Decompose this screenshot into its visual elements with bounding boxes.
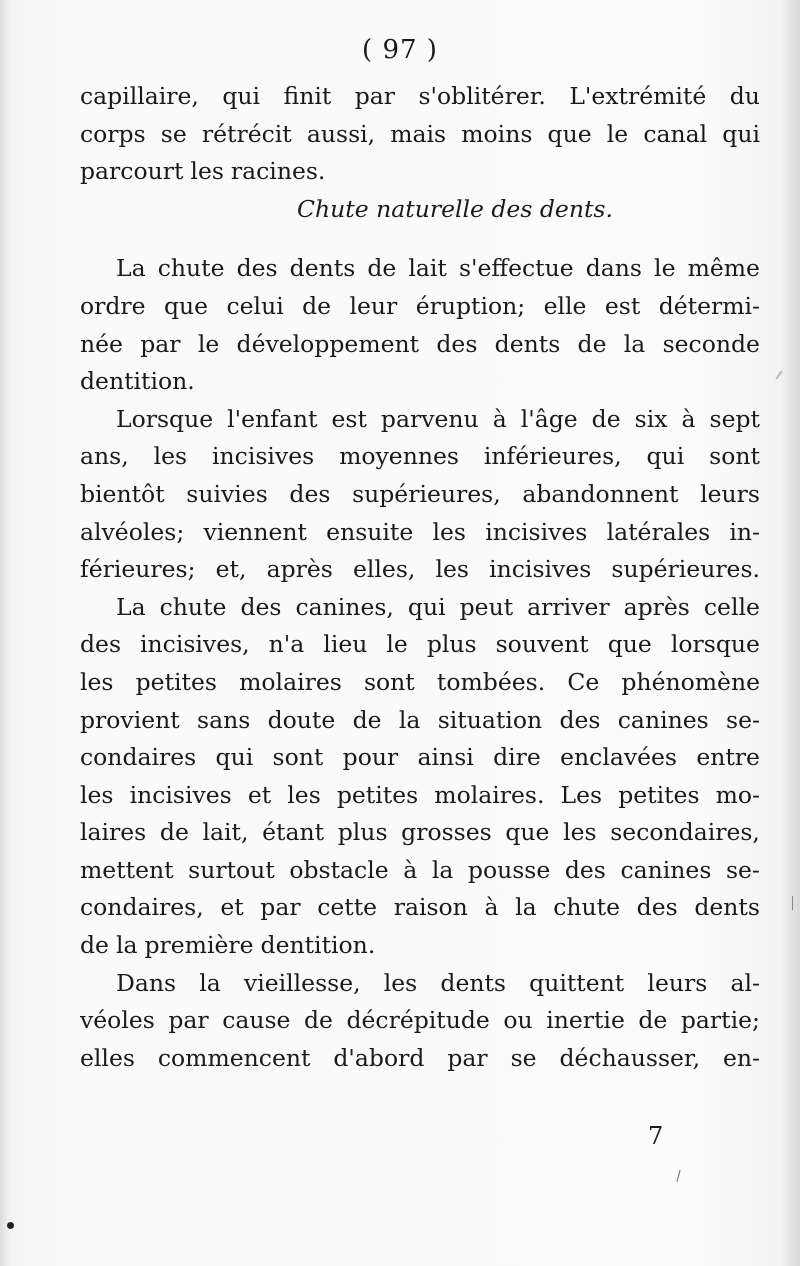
word: ou: [503, 1006, 533, 1035]
word: dents: [289, 254, 356, 283]
word: la: [515, 893, 537, 922]
word: se: [510, 1043, 537, 1072]
word: inertie: [546, 1006, 625, 1035]
word: parvenu: [380, 404, 479, 433]
word: incisives: [485, 517, 588, 546]
word: plus: [337, 818, 388, 847]
word: quittent: [529, 968, 625, 997]
word: de: [577, 329, 607, 358]
word: alvéoles;: [80, 517, 185, 546]
text-line: [80, 1040, 760, 1078]
word: corps: [80, 119, 146, 148]
word: des: [564, 855, 606, 884]
word: lait: [408, 254, 447, 283]
word: en-: [723, 1043, 760, 1072]
word: de: [159, 818, 189, 847]
word: par: [354, 82, 396, 110]
word: qui: [215, 743, 254, 772]
word: les: [563, 818, 597, 847]
word: le: [654, 254, 676, 283]
word: les: [80, 667, 114, 696]
word: la: [398, 705, 421, 734]
word: se: [160, 119, 187, 148]
word: arriver: [527, 592, 610, 621]
word: éruption;: [415, 291, 526, 320]
signature-mark: 7: [648, 1122, 664, 1150]
word: de: [352, 705, 382, 734]
text-line: [80, 927, 760, 965]
word: lieu: [323, 630, 368, 659]
word: incisives,: [140, 630, 250, 659]
text-line: [80, 777, 760, 815]
word: sont: [709, 442, 760, 471]
page-body: [80, 78, 760, 1077]
word: molaires: [239, 667, 342, 696]
word: canines,: [295, 592, 394, 621]
word: des: [289, 479, 331, 508]
word: supérieures.: [611, 555, 760, 584]
section-title: [80, 191, 760, 229]
word: commencent: [157, 1043, 311, 1072]
word: finit: [283, 82, 332, 110]
word: incisives: [129, 780, 232, 809]
word: capillaire,: [80, 82, 199, 110]
word: petites: [618, 780, 700, 809]
word: L'extrémité: [569, 82, 707, 110]
word: de: [367, 254, 397, 283]
word: qui: [222, 82, 261, 110]
word: les: [153, 442, 188, 471]
word: molaires.: [434, 780, 545, 809]
word: de: [591, 404, 621, 433]
word: du: [729, 82, 760, 110]
word: chute: [553, 893, 621, 922]
word: de: [80, 931, 109, 960]
text-line: [80, 153, 760, 191]
word: par: [168, 1006, 209, 1035]
word: racines.: [230, 157, 326, 186]
word: des: [636, 893, 678, 922]
word: la: [623, 329, 646, 358]
word: supérieures,: [352, 479, 501, 508]
word: surtout: [188, 855, 275, 884]
text-line: [80, 476, 760, 514]
word: peut: [459, 592, 514, 621]
word: tombées.: [436, 667, 546, 696]
word: se-: [725, 855, 760, 884]
word: leur: [349, 291, 398, 320]
word: sont: [272, 743, 324, 772]
word: bientôt: [80, 479, 165, 508]
word: des: [80, 630, 122, 659]
word: la: [431, 855, 454, 884]
text-line: [80, 589, 760, 627]
word: les: [383, 968, 418, 997]
word: l'enfant: [227, 404, 318, 433]
word: que: [547, 119, 592, 148]
word: elles,: [352, 555, 416, 584]
word: parcourt: [80, 157, 184, 186]
text-line: [80, 626, 760, 664]
word: par: [140, 329, 181, 358]
page-number: ( 97 ): [362, 35, 438, 65]
word: s'effectue: [458, 254, 574, 283]
word: développement: [236, 329, 420, 358]
word: déchausser,: [559, 1043, 701, 1072]
word: le: [386, 630, 408, 659]
word: canines: [617, 705, 709, 734]
word: dents: [694, 893, 760, 922]
word: pousse: [467, 855, 551, 884]
word: raison: [393, 893, 468, 922]
word: que: [163, 291, 209, 320]
word: condaires,: [80, 893, 204, 922]
word: moyennes: [339, 442, 459, 471]
word: d'abord: [333, 1043, 425, 1072]
text-line: [80, 965, 760, 1003]
word: partie;: [680, 1006, 760, 1035]
word: phénomène: [621, 667, 760, 696]
word: leurs: [647, 968, 708, 997]
word: des: [240, 592, 282, 621]
text-line: [80, 739, 760, 777]
word: mo-: [715, 780, 760, 809]
word: l'âge: [520, 404, 578, 433]
text-line: [80, 702, 760, 740]
word: ensuite: [326, 517, 414, 546]
text-line: [80, 514, 760, 552]
word: sans: [197, 705, 251, 734]
word: enclavées: [560, 743, 677, 772]
word: férieures;: [80, 555, 196, 584]
word: la: [115, 931, 138, 960]
word: doute: [267, 705, 336, 734]
word: situation: [437, 705, 543, 734]
text-line: [80, 438, 760, 476]
word: étant: [262, 818, 325, 847]
word: Dans: [116, 968, 177, 997]
word: plus: [426, 630, 477, 659]
word: s'oblitérer.: [418, 82, 546, 110]
word: détermi-: [658, 291, 760, 320]
text-line: [80, 78, 760, 116]
word: véoles: [80, 1006, 155, 1035]
word: de: [302, 291, 332, 320]
word: à: [484, 893, 499, 922]
section-title-text: Chute naturelle des dents.: [297, 194, 613, 223]
word: entre: [696, 743, 760, 772]
ink-mark: [676, 1170, 680, 1182]
word: laires: [80, 818, 147, 847]
word: même: [687, 254, 760, 283]
word: rétrécit: [201, 119, 292, 148]
text-line: [80, 250, 760, 288]
word: grosses: [401, 818, 492, 847]
word: sont: [363, 667, 415, 696]
word: souvent: [495, 630, 589, 659]
word: mais: [390, 119, 447, 148]
word: qui: [407, 592, 446, 621]
word: des: [436, 329, 478, 358]
text-line: [80, 1002, 760, 1040]
word: celui: [226, 291, 284, 320]
margin-mark: [792, 896, 793, 910]
text-line: [80, 852, 760, 890]
word: seconde: [662, 329, 760, 358]
word: née: [80, 329, 123, 358]
text-line: [80, 664, 760, 702]
word: que: [607, 630, 652, 659]
word: qui: [646, 442, 685, 471]
word: à: [492, 404, 507, 433]
word: cette: [317, 893, 378, 922]
word: de: [638, 1006, 668, 1035]
text-line: [80, 814, 760, 852]
word: des: [559, 705, 601, 734]
text-line: [80, 116, 760, 154]
word: ordre: [80, 291, 146, 320]
word: et: [220, 893, 244, 922]
text-line: [80, 288, 760, 326]
word: elles: [80, 1043, 135, 1072]
word: petites: [135, 667, 217, 696]
word: aussi,: [306, 119, 376, 148]
word: après: [623, 592, 690, 621]
word: première: [144, 931, 254, 960]
word: dentition.: [80, 367, 195, 396]
word: Ce: [567, 667, 600, 696]
word: La: [116, 254, 146, 283]
word: des: [236, 254, 278, 283]
text-line: [80, 551, 760, 589]
word: al-: [730, 968, 760, 997]
word: dents: [494, 329, 561, 358]
word: par: [447, 1043, 488, 1072]
word: six: [634, 404, 668, 433]
word: à: [403, 855, 418, 884]
word: chute: [159, 592, 227, 621]
word: lait,: [202, 818, 249, 847]
word: La: [116, 592, 146, 621]
word: moins: [461, 119, 533, 148]
word: dentition.: [260, 931, 376, 960]
word: les: [432, 517, 466, 546]
margin-mark: [775, 370, 782, 379]
word: dire: [493, 743, 541, 772]
word: de: [304, 1006, 333, 1035]
text-line: [80, 889, 760, 927]
word: la: [199, 968, 221, 997]
word: inférieures,: [483, 442, 622, 471]
word: condaires: [80, 743, 197, 772]
word: petites: [336, 780, 419, 809]
word: à: [681, 404, 696, 433]
word: et: [247, 780, 272, 809]
text-line: [80, 363, 760, 401]
word: le: [197, 329, 220, 358]
word: mettent: [80, 855, 174, 884]
word: est: [604, 291, 641, 320]
word: elle: [543, 291, 587, 320]
text-line: [80, 401, 760, 439]
word: cause: [222, 1006, 291, 1035]
word: obstacle: [289, 855, 389, 884]
word: leurs: [700, 479, 760, 508]
text-line: [80, 326, 760, 364]
word: se-: [726, 705, 760, 734]
word: viennent: [203, 517, 307, 546]
word: incisives: [212, 442, 315, 471]
word: vieillesse,: [243, 968, 361, 997]
word: n'a: [268, 630, 305, 659]
word: les: [287, 780, 321, 809]
word: lorsque: [670, 630, 760, 659]
word: qui: [722, 119, 760, 148]
word: latérales: [606, 517, 711, 546]
word: ans,: [80, 442, 129, 471]
word: celle: [703, 592, 760, 621]
word: sept: [709, 404, 760, 433]
word: par: [260, 893, 301, 922]
word: que: [505, 818, 550, 847]
word: Lorsque: [116, 404, 214, 433]
word: les: [435, 555, 469, 584]
word: Les: [560, 780, 603, 809]
word: canines: [620, 855, 712, 884]
word: décrépitude: [346, 1006, 490, 1035]
word: incisives: [489, 555, 592, 584]
word: les: [190, 157, 224, 186]
word: abandonnent: [522, 479, 679, 508]
word: provient: [80, 705, 180, 734]
word: ainsi: [417, 743, 474, 772]
word: dans: [585, 254, 642, 283]
word: chute: [157, 254, 225, 283]
word: le: [606, 119, 629, 148]
word: pour: [342, 743, 399, 772]
word: et,: [215, 555, 247, 584]
word: suivies: [186, 479, 268, 508]
word: est: [331, 404, 367, 433]
word: in-: [729, 517, 760, 546]
word: secondaires,: [610, 818, 760, 847]
ink-dot: [7, 1222, 14, 1229]
word: les: [80, 780, 114, 809]
word: après: [266, 555, 333, 584]
word: dents: [440, 968, 506, 997]
word: canal: [643, 119, 708, 148]
